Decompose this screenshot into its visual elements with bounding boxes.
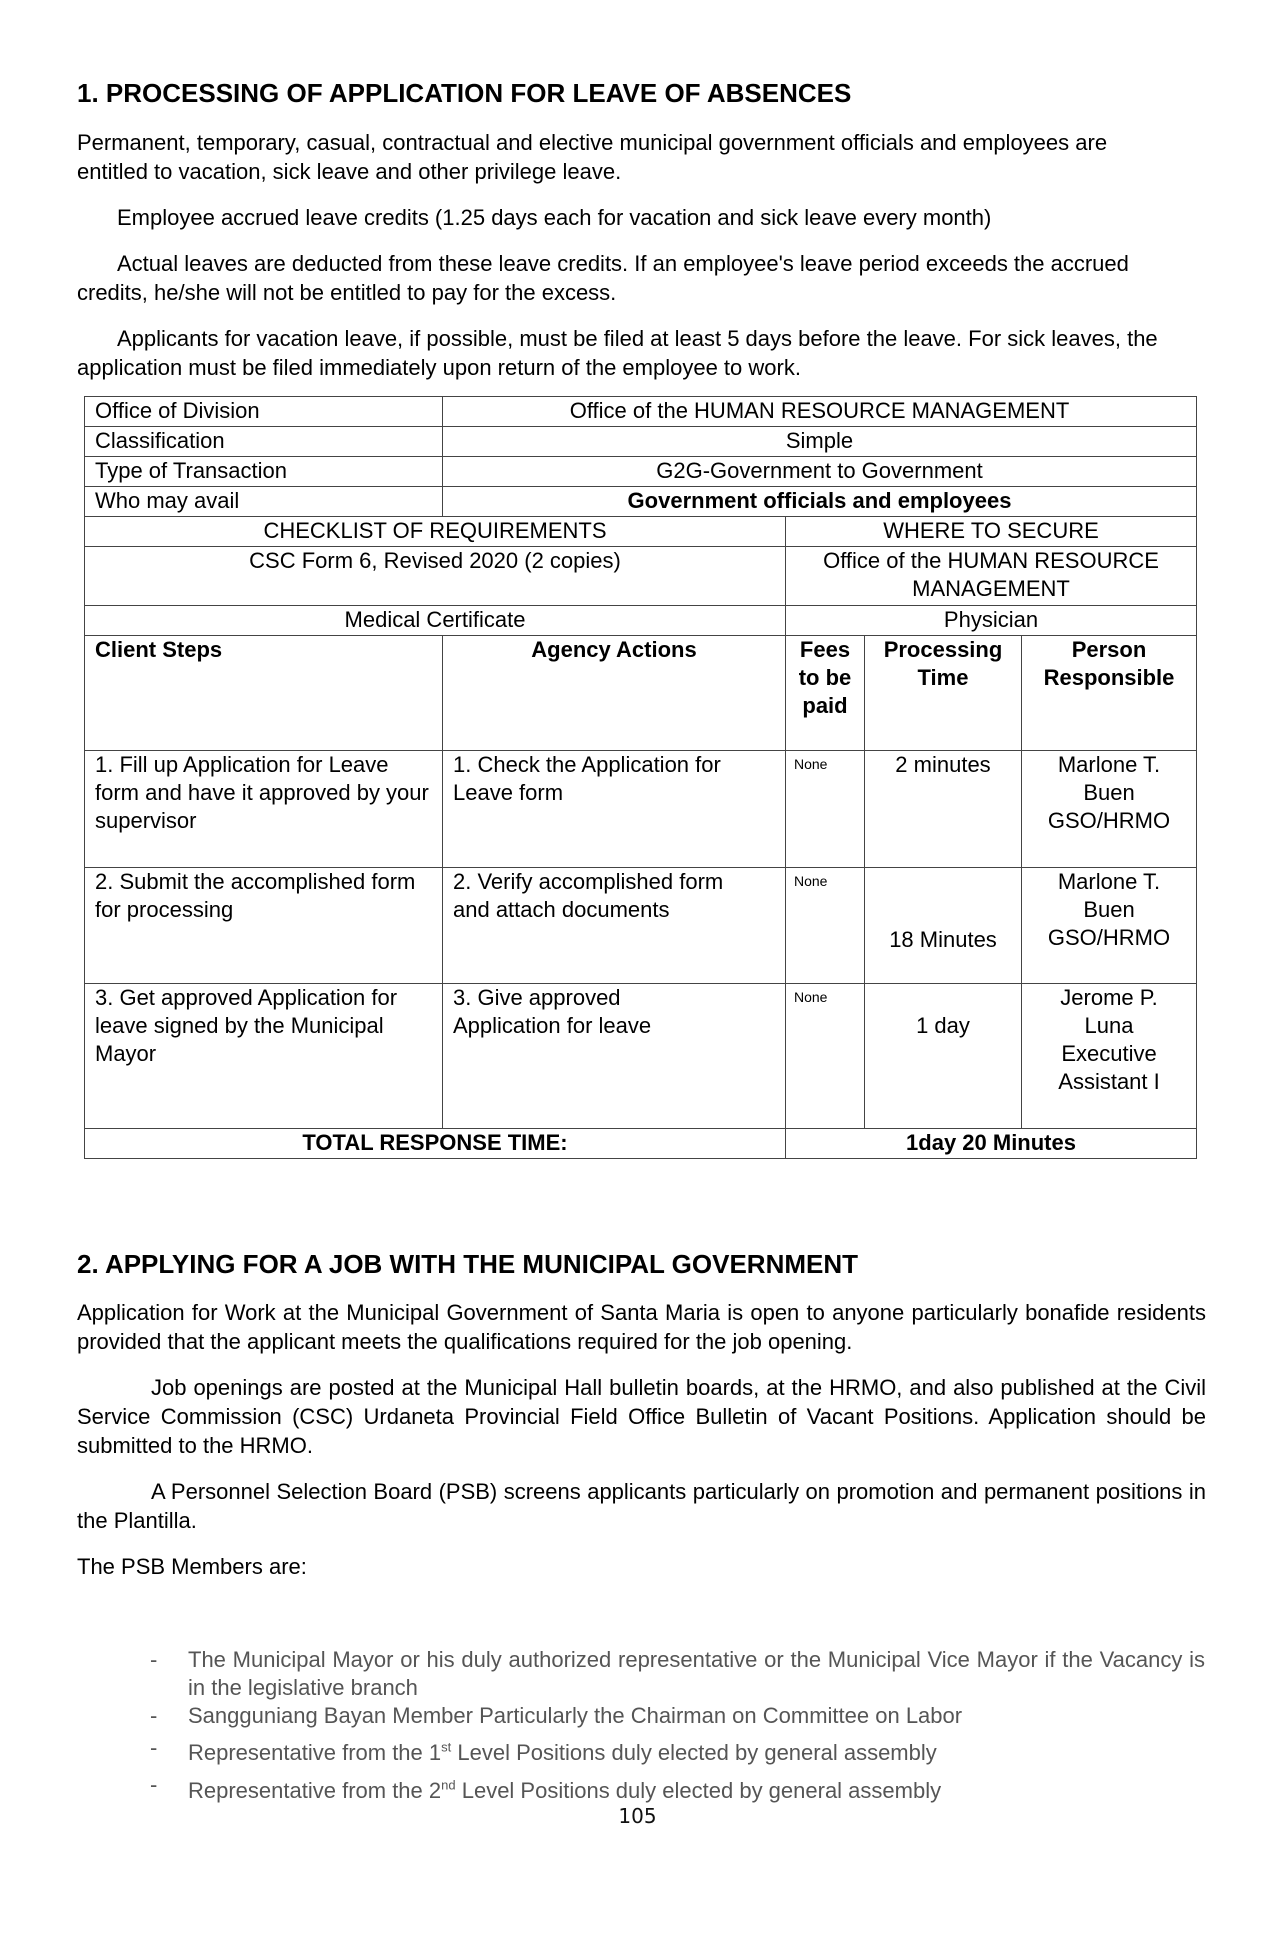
section-1-paragraph-3: Actual leaves are deducted from these leave credits. If an employee's leave period exceeds the accrued credits, he/she will not be entitled to pay for the excess. bbox=[77, 251, 1129, 305]
client-step: 1. Fill up Application for Leave form and have it approved by your supervisor bbox=[85, 751, 443, 868]
client-steps-header: Client Steps bbox=[85, 636, 443, 751]
ordinal-suffix: st bbox=[441, 1740, 452, 1755]
psb-member-item bbox=[150, 1646, 1205, 1702]
psb-member-item bbox=[150, 1734, 1205, 1767]
requirement-item: Medical Certificate bbox=[85, 606, 786, 636]
section-1-paragraph-1: Permanent, temporary, casual, contractual and elective municipal government officials and employees are entitled to vacation, sick leave and other privilege leave. bbox=[77, 130, 1108, 184]
agency-action: 3. Give approved Application for leave bbox=[443, 984, 786, 1129]
psb-member-text bbox=[188, 1740, 937, 1765]
agency-action: 1. Check the Application for Leave form bbox=[443, 751, 786, 868]
section-2-paragraph-1: Application for Work at the Municipal Government of Santa Maria is open to anyone particularly bonafide residents provided that the applicant meets the qualifications required for the job opening. bbox=[77, 1300, 1206, 1354]
dash-bullet-icon: - bbox=[150, 1735, 158, 1760]
processing-time: 2 minutes bbox=[865, 751, 1022, 868]
person-responsible: Jerome P. Luna Executive Assistant I bbox=[1022, 984, 1197, 1129]
person-responsible: Marlone T. Buen GSO/HRMO bbox=[1022, 868, 1197, 984]
where-to-secure-header: WHERE TO SECURE bbox=[786, 517, 1197, 547]
info-label: Type of Transaction bbox=[85, 457, 443, 487]
requirement-where: Physician bbox=[786, 606, 1197, 636]
processing-time: 18 Minutes bbox=[865, 868, 1022, 984]
info-label: Office of Division bbox=[85, 397, 443, 427]
info-row-office bbox=[85, 397, 1197, 427]
info-value: Office of the HUMAN RESOURCE MANAGEMENT bbox=[443, 397, 1197, 427]
requirement-item: CSC Form 6, Revised 2020 (2 copies) bbox=[85, 547, 786, 606]
psb-member-text-part: Level Positions duly elected by general assembly bbox=[455, 1777, 942, 1803]
total-response-time-value: 1day 20 Minutes bbox=[786, 1129, 1197, 1159]
info-row-transaction-type bbox=[85, 457, 1197, 487]
section-1-paragraph-4: Applicants for vacation leave, if possible, must be filed at least 5 days before the leave. For sick leaves, the application must be filed immediately upon return of the employee to work. bbox=[77, 326, 1158, 380]
fee: None bbox=[786, 868, 865, 984]
client-step: 2. Submit the accomplished form for processing bbox=[85, 868, 443, 984]
steps-header-row bbox=[85, 636, 1197, 751]
processing-time-header: Processing Time bbox=[865, 636, 1022, 751]
info-value: Government officials and employees bbox=[443, 487, 1197, 517]
step-row bbox=[85, 751, 1197, 868]
psb-member-text-part: Level Positions duly elected by general assembly bbox=[451, 1740, 937, 1766]
info-value: G2G-Government to Government bbox=[443, 457, 1197, 487]
section-2-heading: 2. APPLYING FOR A JOB WITH THE MUNICIPAL GOVERNMENT bbox=[77, 1249, 859, 1279]
checklist-header: CHECKLIST OF REQUIREMENTS bbox=[85, 517, 786, 547]
info-label: Classification bbox=[85, 427, 443, 457]
agency-action: 2. Verify accomplished form and attach documents bbox=[443, 868, 786, 984]
section-2-paragraph-4: The PSB Members are: bbox=[77, 1554, 307, 1579]
dash-bullet-icon: - bbox=[150, 1772, 158, 1798]
step-row bbox=[85, 984, 1197, 1129]
section-1-heading: 1. PROCESSING OF APPLICATION FOR LEAVE OF ABSENCES bbox=[77, 78, 852, 108]
fee: None bbox=[786, 984, 865, 1129]
requirement-where: Office of the HUMAN RESOURCE MANAGEMENT bbox=[786, 547, 1197, 606]
processing-time: 1 day bbox=[865, 984, 1022, 1129]
step-row bbox=[85, 868, 1197, 984]
checklist-header-row bbox=[85, 517, 1197, 547]
psb-member-item bbox=[150, 1771, 1205, 1804]
info-row-classification bbox=[85, 427, 1197, 457]
psb-member-text bbox=[188, 1778, 941, 1803]
leave-application-table bbox=[84, 396, 1197, 1159]
psb-member-text-part: Representative from the 2 bbox=[188, 1777, 442, 1803]
psb-member-text: Sangguniang Bayan Member Particularly the Chairman on Committee on Labor bbox=[188, 1703, 963, 1728]
psb-members-list bbox=[150, 1646, 1205, 1805]
psb-member-text: The Municipal Mayor or his duly authorized representative or the Municipal Vice Mayor if the Vacancy is in the legislative branch bbox=[188, 1647, 1205, 1700]
requirement-row bbox=[85, 547, 1197, 606]
agency-actions-header: Agency Actions bbox=[443, 636, 786, 751]
dash-bullet-icon: - bbox=[150, 1647, 158, 1672]
person-responsible: Marlone T. Buen GSO/HRMO bbox=[1022, 751, 1197, 868]
client-step: 3. Get approved Application for leave signed by the Municipal Mayor bbox=[85, 984, 443, 1129]
fees-header: Fees to be paid bbox=[786, 636, 865, 751]
fee: None bbox=[786, 751, 865, 868]
section-2-paragraph-3: A Personnel Selection Board (PSB) screens applicants particularly on promotion and permanent positions in the Plantilla. bbox=[77, 1479, 1206, 1533]
person-responsible-header: Person Responsible bbox=[1022, 636, 1197, 751]
dash-bullet-icon: - bbox=[150, 1703, 158, 1728]
info-row-who-may-avail bbox=[85, 487, 1197, 517]
ordinal-suffix: nd bbox=[441, 1777, 456, 1793]
info-value: Simple bbox=[443, 427, 1197, 457]
psb-member-text-part: Representative from the 1 bbox=[188, 1740, 442, 1766]
total-response-time-label: TOTAL RESPONSE TIME: bbox=[85, 1129, 786, 1159]
section-2-paragraph-2: Job openings are posted at the Municipal Hall bulletin boards, at the HRMO, and also published at the Civil Service Commission (CSC) Urdaneta Provincial Field Office Bulletin of Vacant Positions. Application should be submitted to the HRMO. bbox=[77, 1375, 1206, 1458]
psb-member-item bbox=[150, 1702, 1205, 1730]
page-number: 105 bbox=[618, 1804, 657, 1828]
section-1-paragraph-2: Employee accrued leave credits (1.25 days each for vacation and sick leave every month) bbox=[117, 205, 992, 230]
requirement-row bbox=[85, 606, 1197, 636]
info-label: Who may avail bbox=[85, 487, 443, 517]
total-row bbox=[85, 1129, 1197, 1159]
